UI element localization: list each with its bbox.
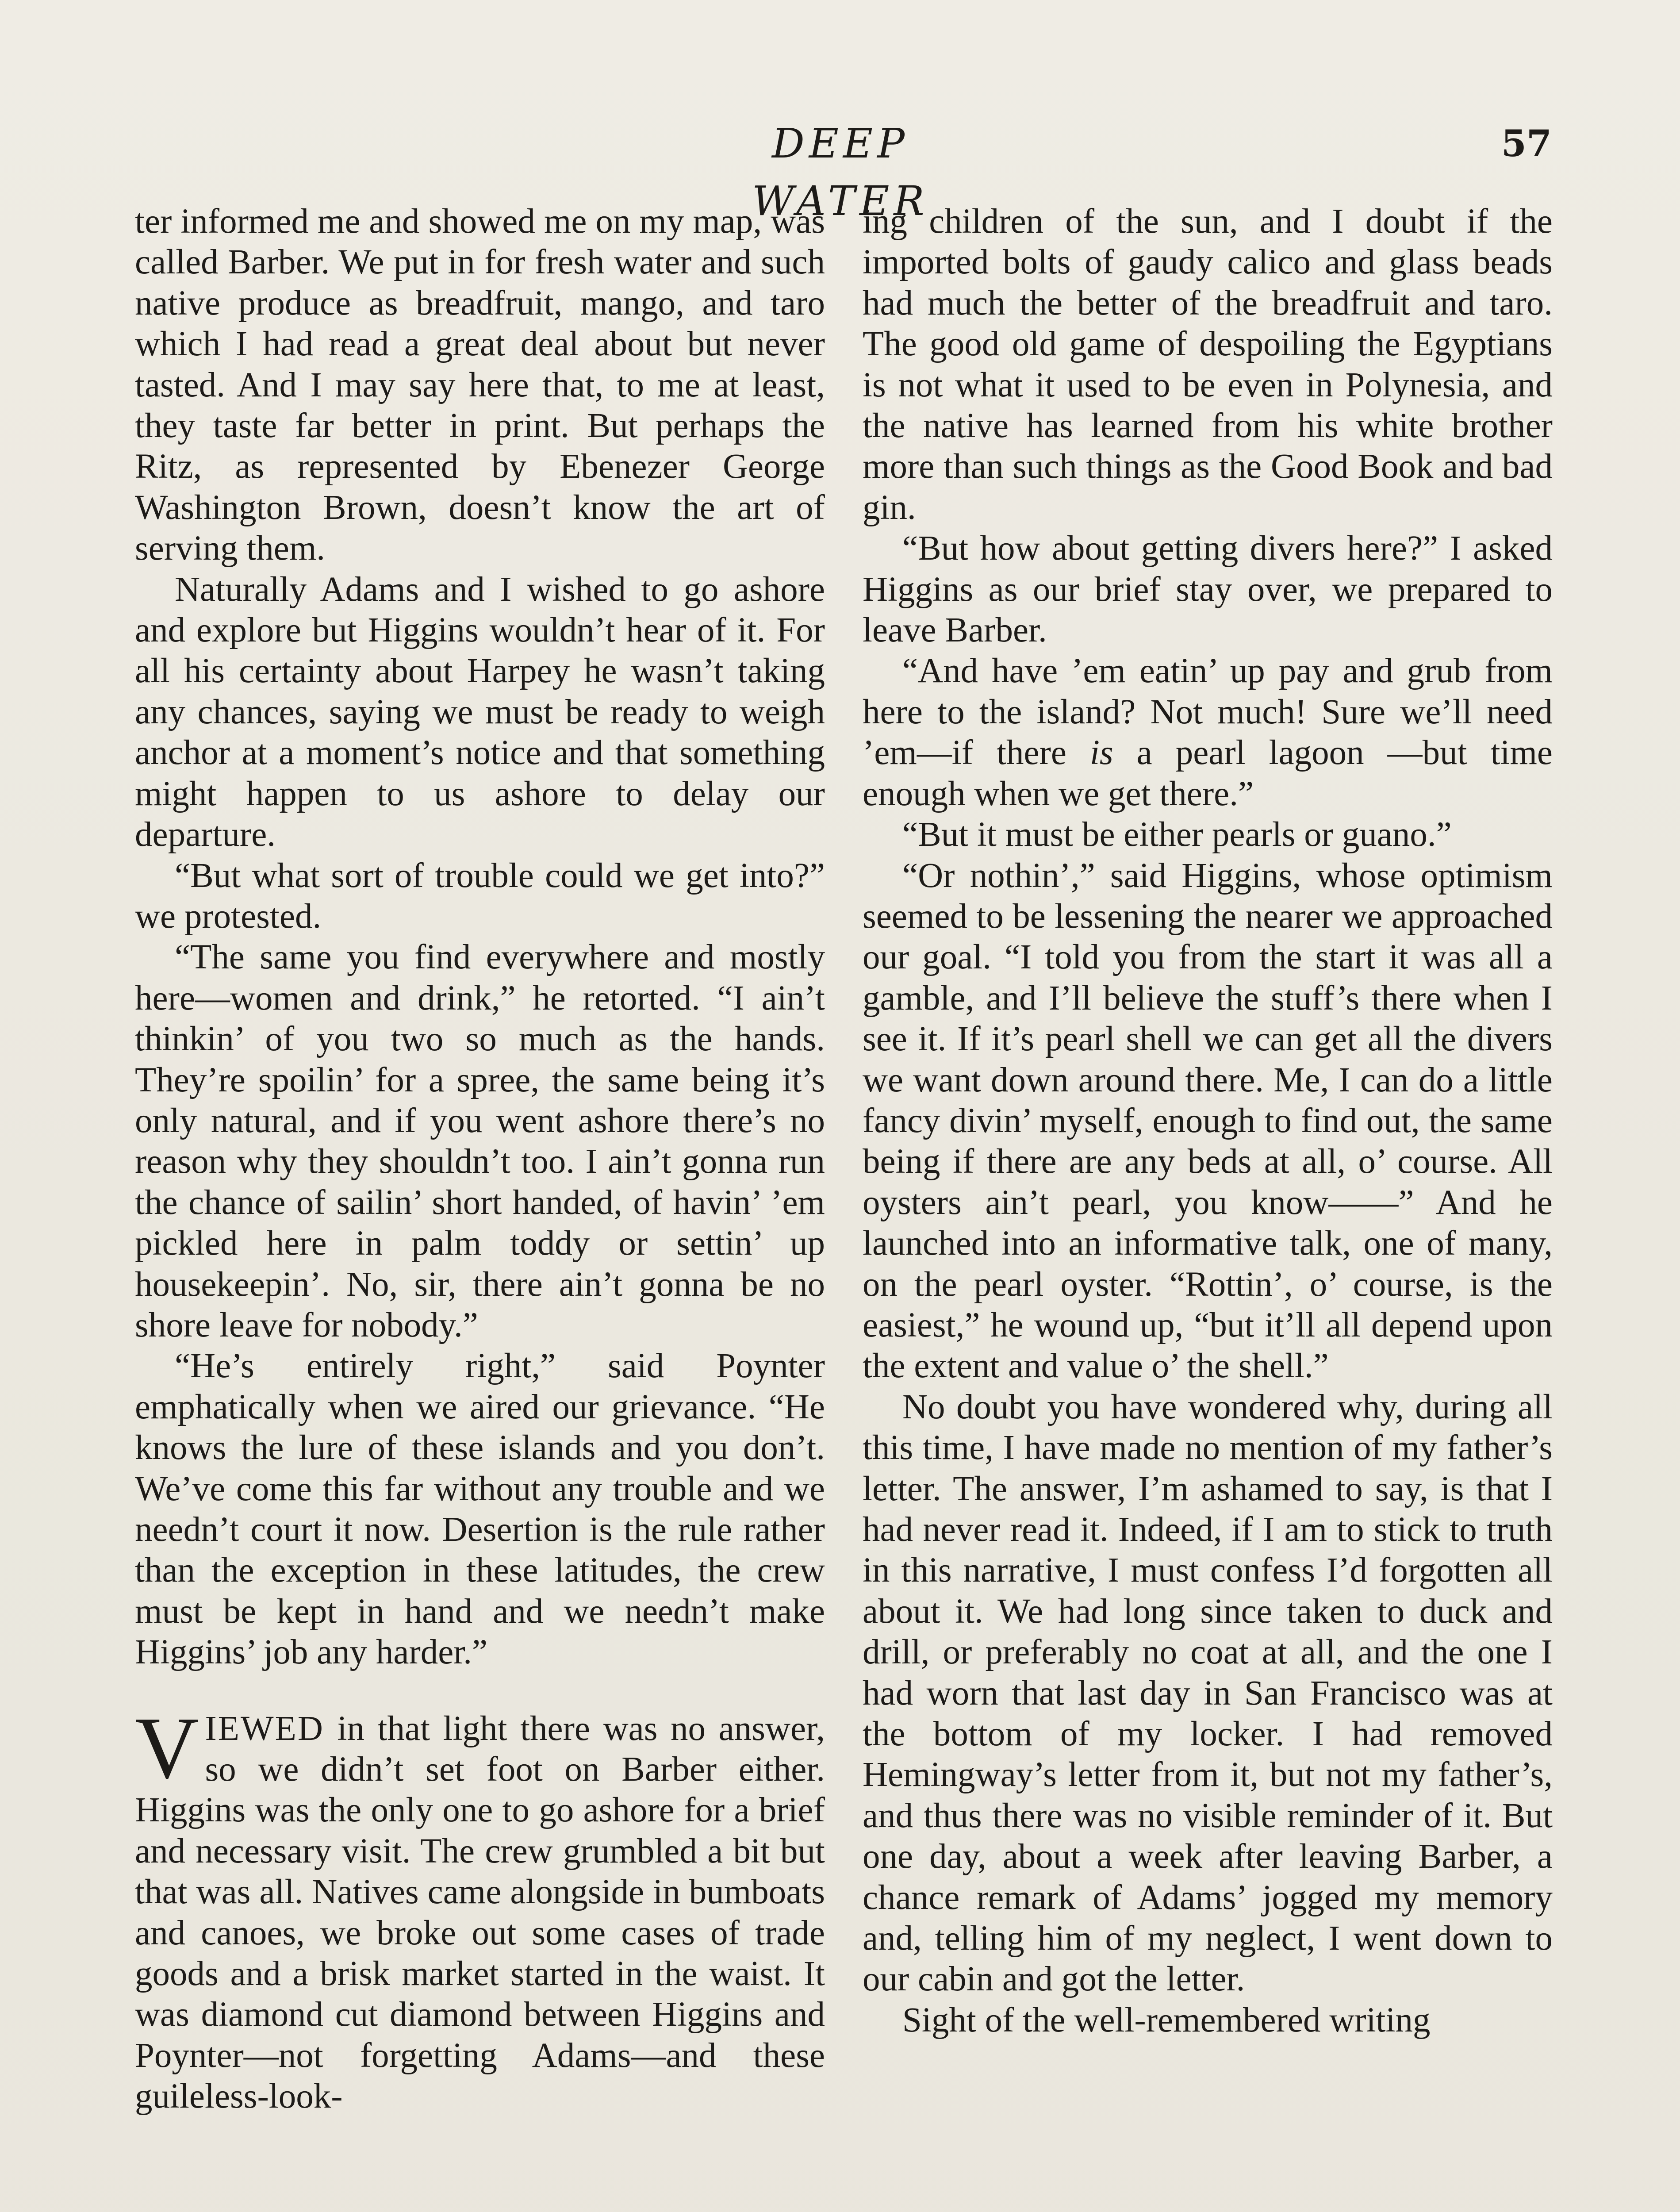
text-column-left (135, 201, 825, 2117)
paragraph: “The same you find everywhere and mostly here—women and drink,” he retorted. “I ain’t thinkin’ of you two so much as the hands. They’re spoilin’ for a spree, the same being it’s only natural, and if you went ashore there’s no reason why they shouldn’t too. I ain’t gonna run the chance of sailin’ short handed, of havin’ ’em pickled here in palm toddy or settin’ up housekeepin’. No, sir, there ain’t gonna be no shore leave for nobody.” (135, 938, 825, 1344)
section-opening-paragraph (135, 1699, 825, 2117)
paragraph: “But what sort of trouble could we get into?” we protested. (135, 856, 825, 936)
emphasis-text: is (1089, 733, 1113, 772)
paragraph-text: in that light there was no answer, so we didn’t set foot on Barber either. Higgins was the only one to go ashore for a brief and necessary visit. The crew grumbled a bit but that was all. Natives came alongside in bumboats and canoes, we broke out some cases of trade goods and a brisk market started in the waist. It was diamond cut diamond between Higgins and Poynter—not forgetting Adams—and these guileless-look- (135, 1709, 825, 2116)
paragraph: “But it must be either pearls or guano.” (902, 815, 1452, 854)
text-column-right (863, 201, 1553, 2041)
paragraph: ing children of the sun, and I doubt if the imported bolts of gaudy calico and glass beads had much the better of the breadfruit and taro. The good old game of despoiling the Egyptians is not what it used to be even in Polynesia, and the native has learned from his white brother more than such things as the Good Book and bad gin. (863, 202, 1553, 527)
drop-cap: V (135, 1699, 199, 1797)
page-number: 57 (1501, 123, 1552, 165)
paragraph: Naturally Adams and I wished to go ashore and explore but Higgins wouldn’t hear of it. For all his certainty about Harpey he wasn’t taking any chances, saying we must be ready to weigh anchor at a moment’s notice and that something might happen to us ashore to delay our departure. (135, 570, 825, 854)
running-title: DEEP WATER (752, 120, 929, 225)
running-header (0, 115, 1680, 225)
paragraph: No doubt you have wondered why, during all this time, I have made no mention of my father’s letter. The answer, I’m ashamed to say, is that I had never read it. Indeed, if I am to stick to truth in this narrative, I must confess I’d forgotten all about it. We had long since taken to duck and drill, or preferably no coat at all, and the one I had worn that last day in San Francisco was at the bottom of my locker. I had removed Hemingway’s letter from it, but not my father’s, and thus there was no visible reminder of it. But one day, about a week after leaving Barber, a chance remark of Adams’ jogged my memory and, telling him of my neglect, I went down to our cabin and got the letter. (863, 1387, 1553, 1999)
paragraph-text: “And have ’em eatin’ up pay and grub from here to the island? Not much! Sure we’ll need ’em—if there (863, 652, 1553, 772)
small-caps-lead: IEWED (205, 1709, 324, 1748)
paragraph-text: a pearl lagoon —but time enough when we get there.” (863, 733, 1553, 813)
paragraph: “But how about getting divers here?” I asked Higgins as our brief stay over, we prepared to leave Barber. (863, 529, 1553, 650)
paragraph: “He’s entirely right,” said Poynter emphatically when we aired our grievance. “He knows the lure of these islands and you don’t. We’ve come this far without any trouble and we needn’t court it now. Desertion is the rule rather than the exception in these latitudes, the crew must be kept in hand and we needn’t make Higgins’ job any harder.” (135, 1347, 825, 1672)
paragraph: Sight of the well-remembered writing (902, 2001, 1431, 2039)
paragraph (863, 651, 1553, 814)
paragraph: “Or nothin’,” said Higgins, whose optimism seemed to be lessening the nearer we approached our goal. “I told you from the start it was all a gamble, and I’ll believe the stuff’s there when I see it. If it’s pearl shell we can get all the divers we want down around there. Me, I can do a little fancy divin’ myself, enough to find out, the same being if there are any beds at all, o’ course. All oysters ain’t pearl, you know——” And he launched into an informative talk, one of many, on the pearl oyster. “Rottin’, o’ course, is the easiest,” he wound up, “but it’ll all depend upon the extent and value o’ the shell.” (863, 856, 1553, 1386)
paragraph: ter informed me and showed me on my map, was called Barber. We put in for fresh water and such native produce as breadfruit, mango, and taro which I had read a great deal about but never tasted. And I may say here that, to me at least, they taste far better in print. But perhaps the Ritz, as represented by Ebenezer George Washington Brown, doesn’t know the art of serving them. (135, 202, 825, 568)
